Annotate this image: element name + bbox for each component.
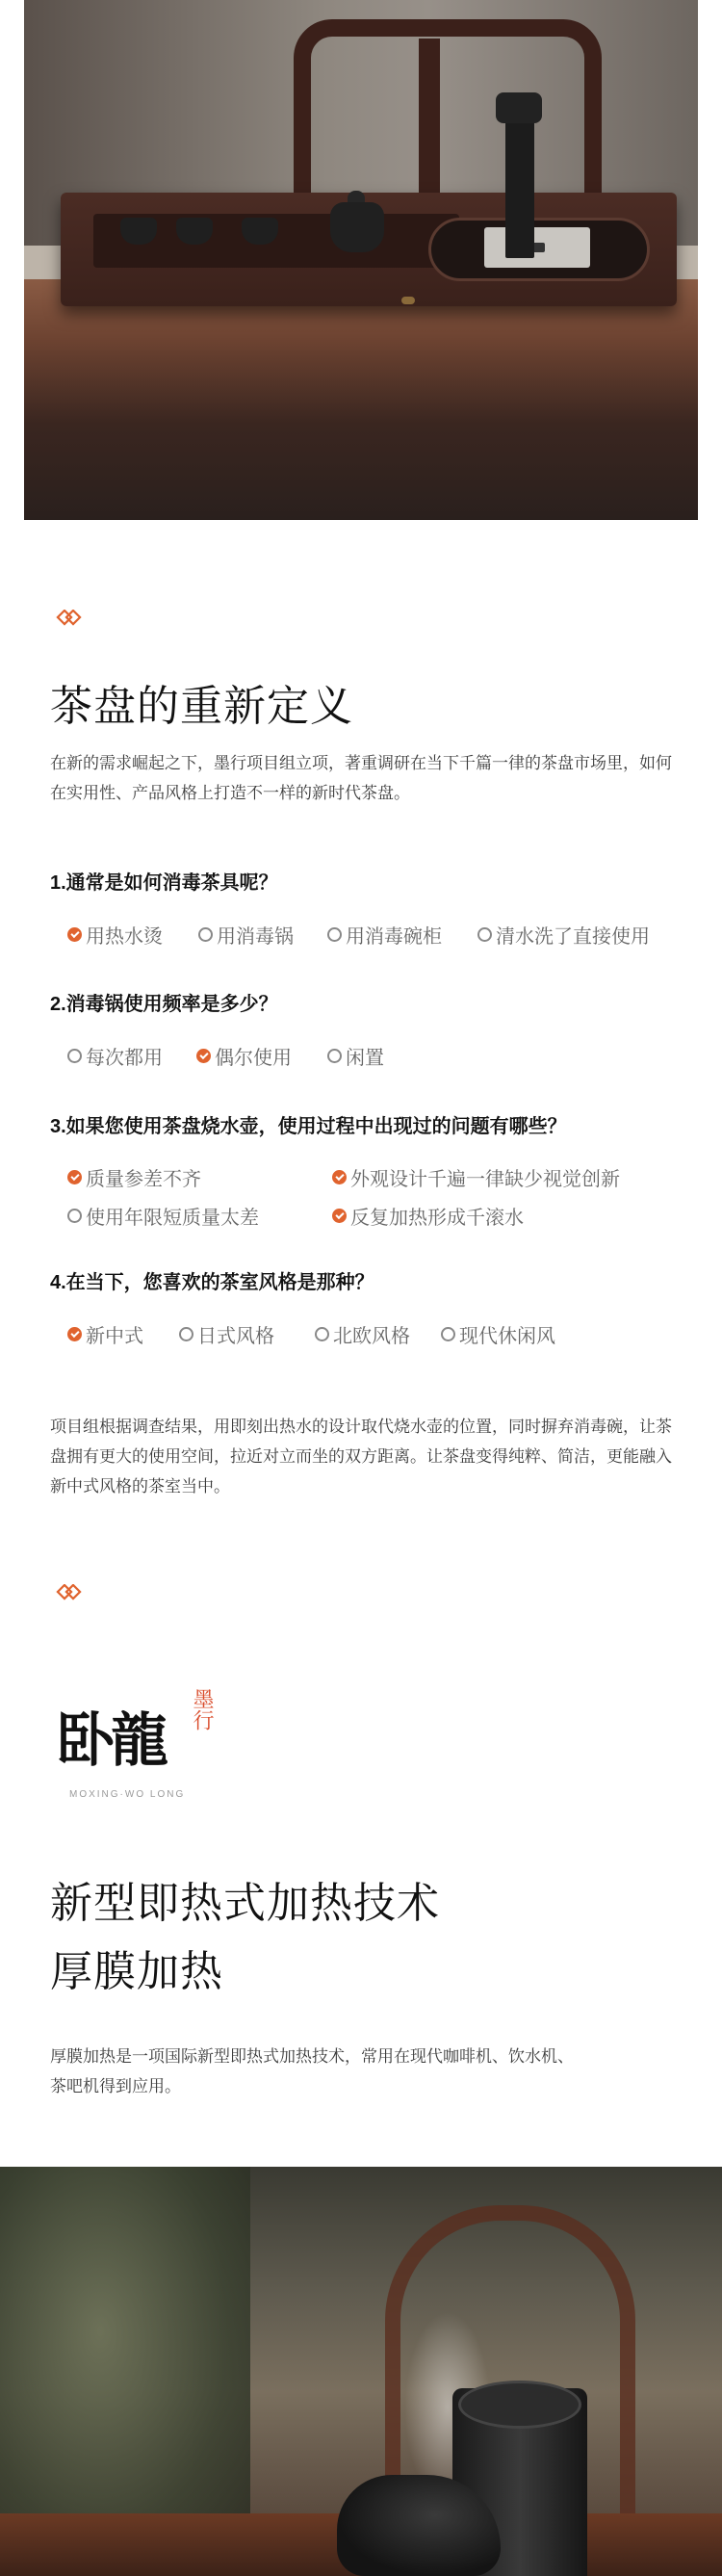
section2-title-line1: 新型即热式加热技术 — [50, 1879, 440, 1928]
section2-description: 厚膜加热是一项国际新型即热式加热技术，常用在现代咖啡机、饮水机、茶吧机得到应用。 — [50, 2047, 574, 2096]
radio-icon — [67, 1209, 82, 1223]
intro-paragraph: 在新的需求崛起之下，墨行项目组立项，著重调研在当下千篇一律的茶盘市场里，如何在实用性、产品风格上打造不一样的新时代茶盘。 — [50, 754, 672, 803]
survey-option: 反复加热形成千滚水 — [332, 1202, 524, 1230]
survey-option: 北欧风格 — [315, 1320, 410, 1348]
logo-caption: MOXING·WO LONG — [69, 1789, 186, 1800]
survey-option: 使用年限短质量太差 — [67, 1202, 259, 1230]
radio-icon — [315, 1327, 329, 1341]
diamond-link-icon — [56, 610, 83, 627]
survey-option: 日式风格 — [179, 1320, 274, 1348]
radio-icon — [327, 927, 342, 942]
product-detail-photo — [0, 2167, 722, 2576]
radio-icon — [198, 927, 213, 942]
survey-question-3: 3.如果您使用茶盘烧水壶，使用过程中出现过的问题有哪些？ — [50, 1116, 567, 1137]
survey-option: 清水洗了直接使用 — [477, 921, 650, 949]
survey-question-1: 1.通常是如何消毒茶具呢？ — [50, 872, 278, 894]
survey-option: 用热水烫 — [67, 921, 163, 949]
section-title: 茶盘的重新定义 — [50, 682, 353, 731]
survey-option: 新中式 — [67, 1320, 143, 1348]
survey-option: 外观设计千遍一律缺少视觉创新 — [332, 1163, 620, 1191]
hero-product-photo — [24, 0, 698, 520]
survey-option: 闲置 — [327, 1042, 384, 1070]
conclusion-paragraph: 项目组根据调查结果，用即刻出热水的设计取代烧水壶的位置，同时摒弃消毒碗，让茶盘拥有更大的使用空间，拉近对立而坐的双方距离。让茶盘变得纯粹、简洁，更能融入新中式风格的茶室当中。 — [50, 1418, 672, 1496]
logo-seal: 墨行 — [191, 1678, 216, 1741]
section2-title-line2: 厚膜加热 — [50, 1947, 223, 1996]
survey-option: 用消毒碗柜 — [327, 921, 442, 949]
checkbox-icon — [332, 1209, 347, 1223]
radio-icon — [327, 1049, 342, 1063]
checkbox-icon — [332, 1170, 347, 1184]
radio-icon — [477, 927, 492, 942]
survey-option: 偶尔使用 — [196, 1042, 292, 1070]
checkbox-icon — [67, 1327, 82, 1341]
checkbox-icon — [196, 1049, 211, 1063]
survey-option: 用消毒锅 — [198, 921, 294, 949]
survey-question-2: 2.消毒锅使用频率是多少？ — [50, 994, 278, 1015]
survey-option: 现代休闲风 — [441, 1320, 555, 1348]
radio-icon — [179, 1327, 193, 1341]
survey-option: 每次都用 — [67, 1042, 163, 1070]
diamond-link-icon — [56, 1584, 83, 1601]
radio-icon — [67, 1049, 82, 1063]
checkbox-icon — [67, 927, 82, 942]
survey-option: 质量参差不齐 — [67, 1163, 201, 1191]
checkbox-icon — [67, 1170, 82, 1184]
brand-logo — [53, 1658, 245, 1774]
logo-calligraphy: 卧龍 — [57, 1707, 165, 1775]
survey-question-4: 4.在当下，您喜欢的茶室风格是那种？ — [50, 1272, 374, 1293]
radio-icon — [441, 1327, 455, 1341]
